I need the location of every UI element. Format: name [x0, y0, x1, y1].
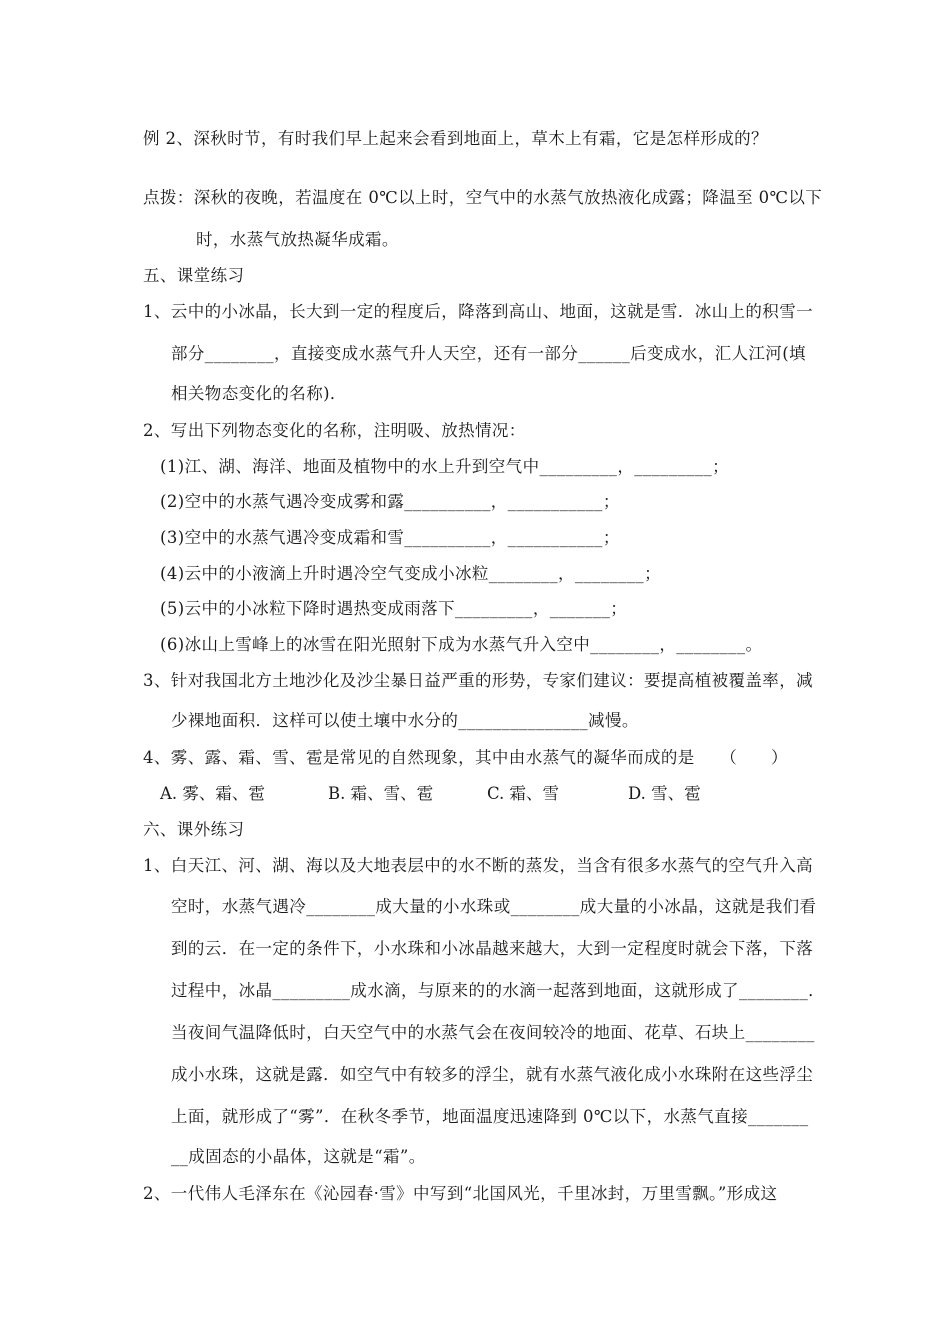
s5-q1-line-3: 相关物态变化的名称)． [171, 384, 347, 403]
s5-q1-line-1: 1、云中的小冰晶，长大到一定的程度后，降落到高山、地面，这就是雪．冰山上的积雪一 [143, 302, 813, 321]
s6-q1-line-5: 当夜间气温降低时，白天空气中的水蒸气会在夜间较冷的地面、花草、石块上________ [171, 1023, 815, 1042]
s5-q2-item-4: (4)云中的小液滴上升时遇冷空气变成小冰粒________，________； [160, 564, 661, 583]
hint-line-2: 时，水蒸气放热凝华成霜。 [196, 230, 399, 249]
s5-q1-line-2: 部分________，直接变成水蒸气升人天空，还有一部分______后变成水，汇人江河(填 [171, 344, 806, 363]
s6-q1-line-3: 到的云．在一定的条件下，小水珠和小冰晶越来越大，大到一定程度时就会下落，下落 [171, 939, 814, 958]
s5-q4-option-d: D. 雪、雹 [628, 784, 701, 803]
s5-q3-line-2: 少裸地面积．这样可以使土壤中水分的_______________减慢。 [171, 711, 639, 730]
s5-q3-line-1: 3、针对我国北方土地沙化及沙尘暴日益严重的形势，专家们建议：要提高植被覆盖率，减 [143, 671, 813, 690]
s5-q4-option-a: A. 雾、霜、雹 [160, 784, 265, 803]
s5-q2-intro: 2、写出下列物态变化的名称，注明吸、放热情况： [143, 421, 526, 440]
s6-q1-line-7: 上面，就形成了“雾”．在秋冬季节，地面温度迅速降到 0℃以下，水蒸气直接_______ [171, 1107, 809, 1126]
s6-q1-line-2: 空时，水蒸气遇冷________成大量的小水珠或________成大量的小冰晶，这就是我们看 [171, 897, 817, 916]
s6-q2-line-1: 2、一代伟人毛泽东在《沁园春·雪》中写到“北国风光，千里冰封，万里雪飘。”形成这 [143, 1184, 778, 1203]
s6-q1-line-1: 1、白天江、河、湖、海以及大地表层中的水不断的蒸发，当含有很多水蒸气的空气升入高 [143, 856, 813, 875]
s5-q2-item-2: (2)空中的水蒸气遇冷变成雾和露__________，___________； [160, 492, 620, 511]
s5-q2-item-3: (3)空中的水蒸气遇冷变成霜和雪__________，___________； [160, 528, 620, 547]
s6-q1-line-4: 过程中，冰晶_________成水滴，与原来的的水滴一起落到地面，这就形成了________． [171, 981, 826, 1000]
section-6-heading: 六、课外练习 [143, 820, 245, 839]
hint-line-1: 点拨：深秋的夜晚，若温度在 0℃以上时，空气中的水蒸气放热液化成露；降温至 0℃以下 [143, 188, 823, 207]
s5-q4-option-c: C. 霜、雪 [487, 784, 560, 803]
s6-q1-line-6: 成小水珠，这就是露．如空气中有较多的浮尘，就有水蒸气液化成小水珠附在这些浮尘 [171, 1065, 814, 1084]
s5-q4: 4、雾、露、霜、雪、雹是常见的自然现象，其中由水蒸气的凝华而成的是 （ ） [143, 748, 788, 767]
s5-q4-option-b: B. 霜、雪、雹 [328, 784, 434, 803]
s5-q2-item-6: (6)冰山上雪峰上的冰雪在阳光照射下成为水蒸气升入空中________，________。 [160, 635, 763, 654]
section-5-heading: 五、课堂练习 [143, 266, 245, 285]
s5-q2-item-1: (1)江、湖、海洋、地面及植物中的水上升到空气中_________，_________； [160, 457, 729, 476]
s5-q2-item-5: (5)云中的小冰粒下降时遇热变成雨落下_________，_______； [160, 599, 628, 618]
example-2-question: 例 2、深秋时节，有时我们早上起来会看到地面上，草木上有霜，它是怎样形成的？ [143, 129, 768, 148]
s6-q1-line-8: __成固态的小晶体，这就是“霜”。 [171, 1147, 426, 1166]
